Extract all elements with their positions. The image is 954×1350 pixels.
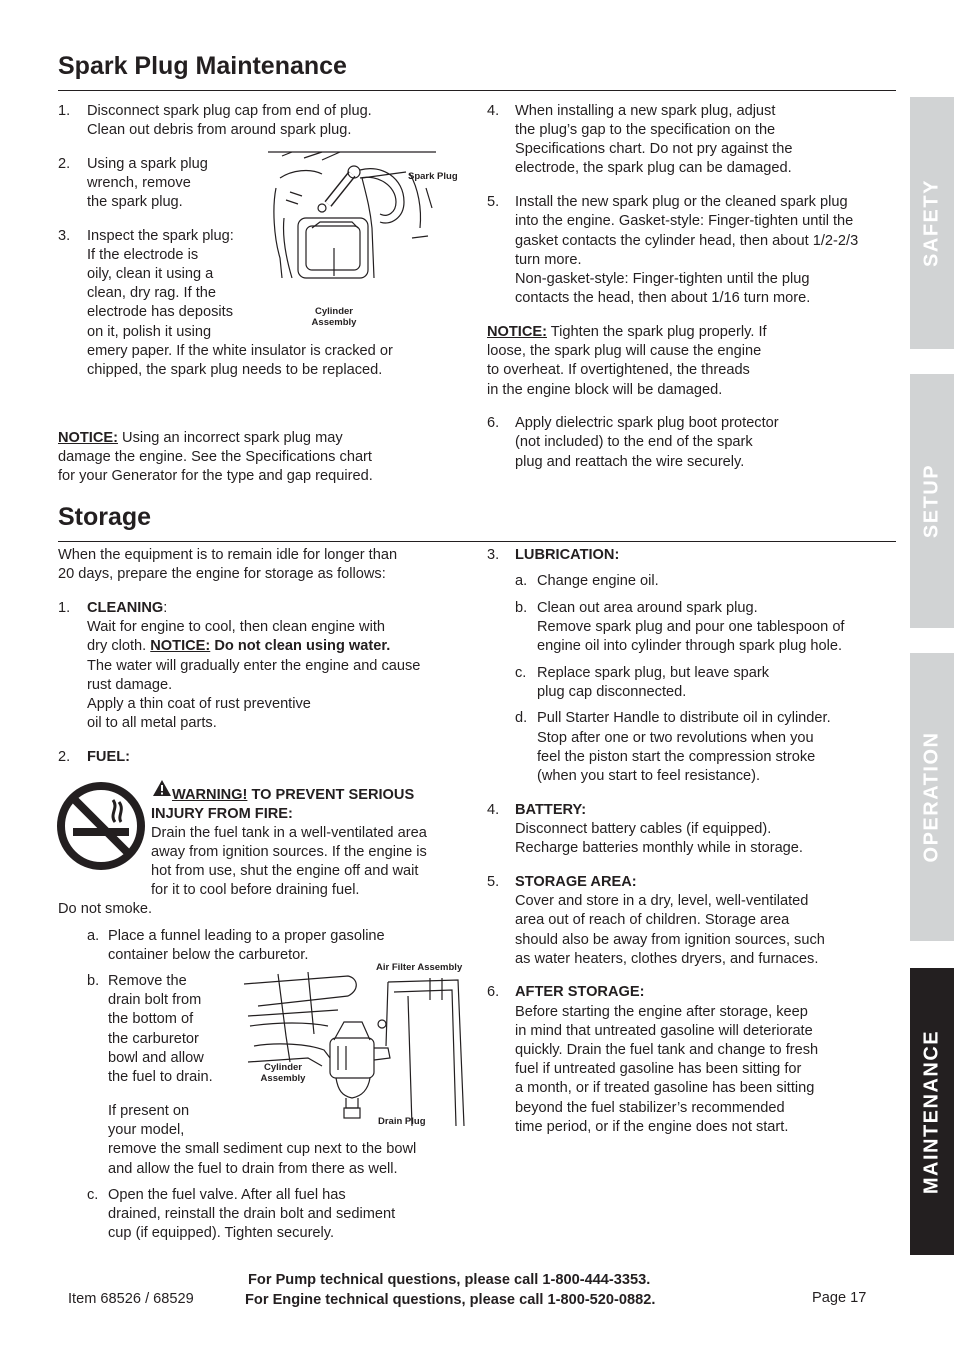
after-storage-num: 6. xyxy=(487,984,500,1000)
spark-step-4-line: When installing a new spark plug, adjust xyxy=(515,103,776,119)
storage-title: Storage xyxy=(58,503,152,531)
cleaning-colon: : xyxy=(163,600,168,616)
fuel-c-line: Open the fuel valve. After all fuel has xyxy=(108,1187,346,1203)
fig-label-spark-plug: Spark Plug xyxy=(408,171,458,182)
after-storage-line: beyond the fuel stabilizer’s recommended xyxy=(515,1100,785,1116)
fuel-b-line: remove the small sediment cup next to the bowl xyxy=(108,1141,417,1157)
spark-step-2-line: Using a spark plug xyxy=(87,156,208,172)
fig-label-line: Assembly xyxy=(311,317,357,328)
warning-line: Do not smoke. xyxy=(58,901,153,917)
storage-intro-line: 20 days, prepare the engine for storage as follows: xyxy=(58,566,386,582)
after-storage-line: time period, or if the engine does not start. xyxy=(515,1119,789,1135)
fuel-b-num: b. xyxy=(87,973,100,989)
battery-line: Disconnect battery cables (if equipped). xyxy=(515,821,772,837)
notice-label: NOTICE: xyxy=(150,638,211,654)
spark-step-6-line: (not included) to the end of the spark xyxy=(515,434,753,450)
notice-label: NOTICE: xyxy=(487,324,547,340)
after-storage-line: in mind that untreated gasoline will deteriorate xyxy=(515,1023,813,1039)
spark-step-3-line: If the electrode is xyxy=(87,247,199,263)
tab-setup-label: SETUP xyxy=(920,463,943,539)
spark-rule xyxy=(58,90,896,91)
cleaning-line: Wait for engine to cool, then clean engine with xyxy=(87,619,386,635)
spark-step-2-line: the spark plug. xyxy=(87,194,183,210)
spark-step-4-line: electrode, the spark plug can be damaged. xyxy=(515,160,792,176)
spark-step-3-line: clean, dry rag. If the xyxy=(87,285,216,301)
spark-step-5-line: turn more. xyxy=(515,252,582,268)
lube-d-line: feel the piston start the compression stroke xyxy=(537,749,816,765)
footer-item: Item 68526 / 68529 xyxy=(68,1291,194,1307)
warning-line: for it to cool before draining fuel. xyxy=(151,882,360,898)
spark-step-5-line: into the engine. Gasket-style: Finger-tighten until the xyxy=(515,213,854,229)
lube-heading: LUBRICATION: xyxy=(515,547,620,563)
spark-step-2-line: wrench, remove xyxy=(87,175,191,191)
lube-c-line: plug cap disconnected. xyxy=(537,684,687,700)
warning-heading xyxy=(172,786,414,805)
after-storage-line: Before starting the engine after storage, keep xyxy=(515,1004,808,1020)
notice-text: Using an incorrect spark plug may xyxy=(118,430,343,446)
fuel-b-line: your model, xyxy=(108,1122,185,1138)
spark-step-5-line: gasket contacts the cylinder head, then about 1/2-2/3 xyxy=(515,233,859,249)
lube-num: 3. xyxy=(487,547,500,563)
after-storage-heading: AFTER STORAGE: xyxy=(515,984,645,1000)
lube-d-line: (when you start to feel resistance). xyxy=(537,768,761,784)
spark-notice-2-line: in the engine block will be damaged. xyxy=(487,382,723,398)
lube-a-line: Change engine oil. xyxy=(537,573,659,589)
cleaning-line: rust damage. xyxy=(87,677,173,693)
tab-safety[interactable] xyxy=(910,97,954,349)
spark-step-3-num: 3. xyxy=(58,228,71,244)
spark-step-1-line: Disconnect spark plug cap from end of plug. xyxy=(87,103,372,119)
tab-operation-label: OPERATION xyxy=(920,731,943,863)
spark-step-5-line: Install the new spark plug or the cleaned spark plug xyxy=(515,194,848,210)
cleaning-line: The water will gradually enter the engine and cause xyxy=(87,658,421,674)
carburetor-figure xyxy=(238,966,470,1128)
lube-b-line: engine oil into cylinder through spark plug hole. xyxy=(537,638,843,654)
after-storage-line: fuel if untreated gasoline has been sitting for xyxy=(515,1061,802,1077)
spark-notice-2 xyxy=(487,323,767,342)
fuel-b-line: If present on xyxy=(108,1103,190,1119)
cleaning-bold: Do not clean using water. xyxy=(210,638,391,654)
footer-page: Page 17 xyxy=(812,1290,867,1306)
storage-intro-line: When the equipment is to remain idle for longer than xyxy=(58,547,398,563)
warning-icon xyxy=(152,779,172,797)
lube-c-num: c. xyxy=(515,665,527,681)
storage-area-num: 5. xyxy=(487,874,500,890)
tab-safety-label: SAFETY xyxy=(920,179,943,267)
spark-step-4-line: Specifications chart. Do not pry against the xyxy=(515,141,793,157)
fuel-heading: FUEL: xyxy=(87,749,130,765)
notice-text: Tighten the spark plug properly. If xyxy=(547,324,767,340)
footer-pump-phone: For Pump technical questions, please call 1-800-444-3353. xyxy=(248,1272,651,1288)
footer-engine-phone: For Engine technical questions, please call 1-800-520-0882. xyxy=(245,1292,656,1308)
notice-label: NOTICE: xyxy=(58,430,118,446)
fuel-c-line: cup (if equipped). Tighten securely. xyxy=(108,1225,335,1241)
spark-notice-2-line: to overheat. If overtightened, the threads xyxy=(487,362,750,378)
warning-line: hot from use, shut the engine off and wait xyxy=(151,863,419,879)
spark-step-6-num: 6. xyxy=(487,415,500,431)
tab-operation[interactable] xyxy=(910,653,954,941)
spark-notice-1-line: for your Generator for the type and gap required. xyxy=(58,468,373,484)
storage-area-line: Cover and store in a dry, level, well-ventilated xyxy=(515,893,809,909)
fuel-c-num: c. xyxy=(87,1187,99,1203)
fuel-b-line: the fuel to drain. xyxy=(108,1069,213,1085)
fuel-num: 2. xyxy=(58,749,71,765)
fig-label-air-filter: Air Filter Assembly xyxy=(376,962,463,973)
fig-label-cylinder xyxy=(300,306,368,328)
fig-label-line: Cylinder xyxy=(314,306,353,317)
no-smoking-icon xyxy=(57,782,145,870)
storage-rule xyxy=(58,541,896,542)
storage-area-line: should also be away from ignition sources, such xyxy=(515,932,825,948)
storage-area-heading: STORAGE AREA: xyxy=(515,874,637,890)
warning-label: WARNING! xyxy=(172,787,248,803)
spark-notice-1-line: damage the engine. See the Specifications chart xyxy=(58,449,372,465)
battery-heading: BATTERY: xyxy=(515,802,587,818)
fuel-a-line: Place a funnel leading to a proper gasoline xyxy=(108,928,385,944)
spark-step-1-line: Clean out debris from around spark plug. xyxy=(87,122,352,138)
fig-label-cylinder xyxy=(252,1062,314,1084)
tab-maintenance[interactable] xyxy=(910,968,954,1255)
spark-title: Spark Plug Maintenance xyxy=(58,52,347,80)
lube-d-line: Pull Starter Handle to distribute oil in cylinder. xyxy=(537,710,831,726)
storage-area-line: as water heaters, clothes dryers, and furnaces. xyxy=(515,951,819,967)
warning-line: INJURY FROM FIRE: xyxy=(151,806,293,822)
lube-d-line: Stop after one or two revolutions when you xyxy=(537,730,814,746)
fuel-b-line: bowl and allow xyxy=(108,1050,204,1066)
storage-area-line: area out of reach of children. Storage area xyxy=(515,912,790,928)
fuel-c-line: drained, reinstall the drain bolt and sediment xyxy=(108,1206,396,1222)
spark-step-3-line: oily, clean it using a xyxy=(87,266,214,282)
spark-step-5-line: contacts the head, then about 1/16 turn more. xyxy=(515,290,811,306)
fuel-b-line: and allow the fuel to drain from there as well. xyxy=(108,1161,398,1177)
cleaning-num: 1. xyxy=(58,600,71,616)
tab-setup[interactable] xyxy=(910,374,954,628)
spark-notice-2-line: loose, the spark plug will cause the engine xyxy=(487,343,762,359)
spark-step-5-line: Non-gasket-style: Finger-tighten until the plug xyxy=(515,271,810,287)
fuel-a-num: a. xyxy=(87,928,100,944)
lube-b-num: b. xyxy=(515,600,528,616)
spark-step-6-line: plug and reattach the wire securely. xyxy=(515,454,745,470)
cleaning-line: Apply a thin coat of rust preventive xyxy=(87,696,311,712)
spark-step-5-num: 5. xyxy=(487,194,500,210)
fig-label-line: Assembly xyxy=(260,1073,306,1084)
spark-step-3-line: electrode has deposits xyxy=(87,304,234,320)
fuel-b-line: Remove the xyxy=(108,973,187,989)
spark-notice-1 xyxy=(58,429,343,448)
spark-step-2-num: 2. xyxy=(58,156,71,172)
fuel-a-line: container below the carburetor. xyxy=(108,947,309,963)
cleaning-head: CLEANING xyxy=(87,600,164,616)
spark-plug-figure xyxy=(262,148,440,290)
battery-num: 4. xyxy=(487,802,500,818)
cleaning-line: oil to all metal parts. xyxy=(87,715,217,731)
after-storage-line: quickly. Drain the fuel tank and change to fresh xyxy=(515,1042,819,1058)
warning-line: Drain the fuel tank in a well-ventilated area xyxy=(151,825,427,841)
fig-label-drain-plug: Drain Plug xyxy=(378,1116,426,1127)
spark-step-3-line: chipped, the spark plug needs to be replaced. xyxy=(87,362,383,378)
warning-line: away from ignition sources. If the engine is xyxy=(151,844,427,860)
spark-step-4-line: the plug’s gap to the specification on the xyxy=(515,122,776,138)
fuel-b-line: the carburetor xyxy=(108,1031,199,1047)
spark-step-1-num: 1. xyxy=(58,103,71,119)
spark-step-3-line: on it, polish it using xyxy=(87,324,212,340)
fuel-b-line: drain bolt from xyxy=(108,992,202,1008)
cleaning-heading xyxy=(87,599,167,618)
cleaning-line xyxy=(87,637,390,656)
fig-label-line: Cylinder xyxy=(263,1062,302,1073)
spark-step-4-num: 4. xyxy=(487,103,500,119)
warning-text: TO PREVENT SERIOUS xyxy=(247,787,415,803)
lube-b-line: Remove spark plug and pour one tablespoon of xyxy=(537,619,845,635)
tab-maintenance-label: MAINTENANCE xyxy=(920,1029,943,1194)
battery-line: Recharge batteries monthly while in storage. xyxy=(515,840,803,856)
cleaning-text: dry cloth. xyxy=(87,638,151,654)
lube-a-num: a. xyxy=(515,573,528,589)
spark-step-6-line: Apply dielectric spark plug boot protector xyxy=(515,415,779,431)
lube-b-line: Clean out area around spark plug. xyxy=(537,600,758,616)
after-storage-line: a month, or if treated gasoline has been sitting xyxy=(515,1080,815,1096)
spark-step-3-line: emery paper. If the white insulator is cracked or xyxy=(87,343,393,359)
spark-step-3-line: Inspect the spark plug: xyxy=(87,228,234,244)
lube-d-num: d. xyxy=(515,710,528,726)
lube-c-line: Replace spark plug, but leave spark xyxy=(537,665,770,681)
fuel-b-line: the bottom of xyxy=(108,1011,194,1027)
